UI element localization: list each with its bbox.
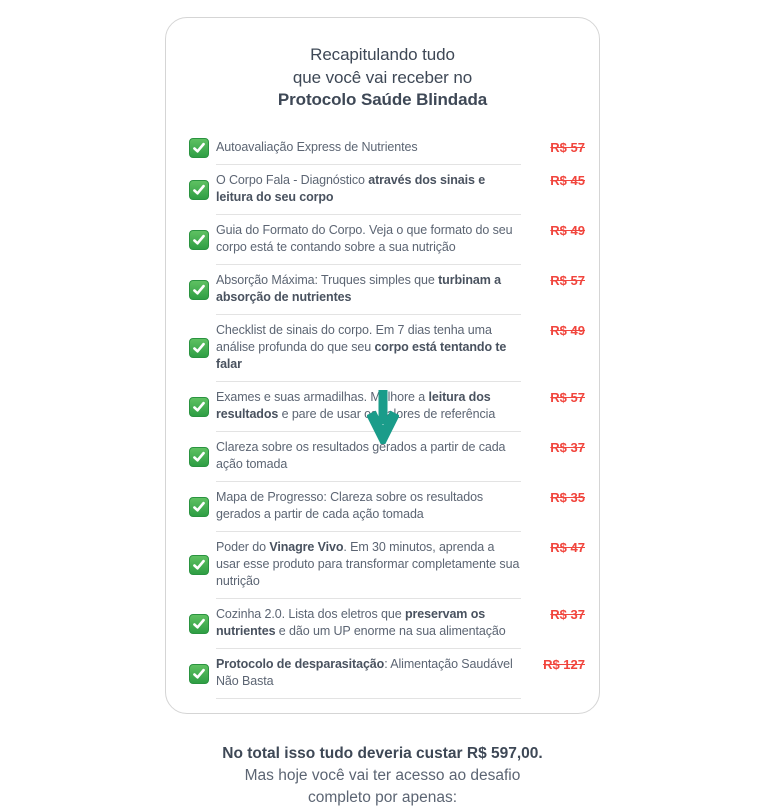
item-price-strikethrough: R$ 57 — [550, 272, 585, 288]
list-item-text — [216, 132, 521, 165]
text-segment-bold: turbinam a absorção de nutrientes — [216, 272, 502, 304]
list-item-text — [216, 599, 521, 649]
list-item — [189, 482, 585, 532]
text-segment: Autoavaliação Express de Nutrientes — [216, 139, 418, 154]
total-price-text — [0, 743, 765, 809]
list-item — [189, 649, 585, 699]
card-title — [166, 44, 599, 112]
item-price-strikethrough: R$ 127 — [543, 656, 585, 672]
item-price-strikethrough: R$ 57 — [550, 389, 585, 405]
text-segment: Mapa de Progresso: Clareza sobre os resultados gerados a partir de cada ação tomada — [216, 489, 484, 521]
item-price-strikethrough: R$ 49 — [550, 322, 585, 338]
list-item — [189, 382, 585, 432]
list-item — [189, 165, 585, 215]
list-item — [189, 599, 585, 649]
list-item — [189, 532, 585, 599]
checkmark-icon — [189, 180, 209, 200]
item-price-strikethrough: R$ 57 — [550, 139, 585, 155]
text-segment: e pare de usar os valores de referência — [278, 406, 496, 421]
item-price-strikethrough: R$ 37 — [550, 606, 585, 622]
text-segment-bold: através dos sinais e leitura do seu corpo — [216, 172, 486, 204]
text-segment: : Alimentação Saudável Não Basta — [216, 656, 513, 688]
list-item-text — [216, 532, 521, 599]
checkmark-icon — [189, 447, 209, 467]
checkmark-icon — [189, 614, 209, 634]
total-price-line: No total isso tudo deveria custar R$ 597,00. — [222, 744, 543, 762]
benefits-list — [166, 132, 599, 699]
text-segment: e dão um UP enorme na sua alimentação — [275, 623, 506, 638]
checkmark-icon — [189, 397, 209, 417]
list-item — [189, 132, 585, 165]
list-item-text — [216, 265, 521, 315]
text-segment: Exames e suas armadilhas. Melhore a — [216, 389, 429, 404]
list-item-text — [216, 649, 521, 699]
footer-line-3: completo por apenas: — [307, 788, 458, 806]
item-price-strikethrough: R$ 37 — [550, 439, 585, 455]
page — [0, 17, 765, 809]
text-segment: Absorção Máxima: Truques simples que — [216, 272, 439, 287]
item-price-strikethrough: R$ 49 — [550, 222, 585, 238]
list-item — [189, 315, 585, 382]
item-price-strikethrough: R$ 45 — [550, 172, 585, 188]
text-segment-bold: Vinagre Vivo — [269, 539, 344, 554]
list-item-text — [216, 215, 521, 265]
list-item-text — [216, 382, 521, 432]
text-segment: Guia do Formato do Corpo. Veja o que formato do seu corpo está te contando sobre a sua nutrição — [216, 222, 513, 254]
text-segment-bold: Protocolo de desparasitação — [216, 656, 385, 671]
list-item-text — [216, 432, 521, 482]
footer-line-2: Mas hoje você vai ter acesso ao desafio — [244, 766, 521, 784]
item-price-strikethrough: R$ 35 — [550, 489, 585, 505]
list-item — [189, 265, 585, 315]
list-item — [189, 432, 585, 482]
text-segment: Cozinha 2.0. Lista dos eletros que — [216, 606, 405, 621]
checkmark-icon — [189, 338, 209, 358]
list-item — [189, 215, 585, 265]
text-segment-bold: leitura dos resultados — [216, 389, 491, 421]
checkmark-icon — [189, 280, 209, 300]
item-price-strikethrough: R$ 47 — [550, 539, 585, 555]
list-item-text — [216, 165, 521, 215]
checkmark-icon — [189, 497, 209, 517]
checkmark-icon — [189, 664, 209, 684]
list-item-text — [216, 482, 521, 532]
text-segment: . Em 30 minutos, aprenda a usar esse produto para transformar completamente sua nutrição — [216, 539, 520, 588]
title-line-1: Recapitulando tudo — [310, 45, 455, 64]
checkmark-icon — [189, 555, 209, 575]
text-segment: Poder do — [216, 539, 270, 554]
offer-recap-card — [165, 17, 600, 714]
title-line-3-product-name: Protocolo Saúde Blindada — [277, 90, 488, 109]
text-segment: O Corpo Fala - Diagnóstico — [216, 172, 369, 187]
list-item-text — [216, 315, 521, 382]
text-segment: Checklist de sinais do corpo. Em 7 dias tenha uma análise profunda do que seu — [216, 322, 492, 354]
checkmark-icon — [189, 230, 209, 250]
checkmark-icon — [189, 138, 209, 158]
text-segment: Clareza sobre os resultados gerados a partir de cada ação tomada — [216, 439, 506, 471]
text-segment-bold: corpo está tentando te falar — [216, 339, 507, 371]
title-line-2: que você vai receber no — [292, 67, 473, 87]
text-segment-bold: preservam os nutrientes — [216, 606, 486, 638]
